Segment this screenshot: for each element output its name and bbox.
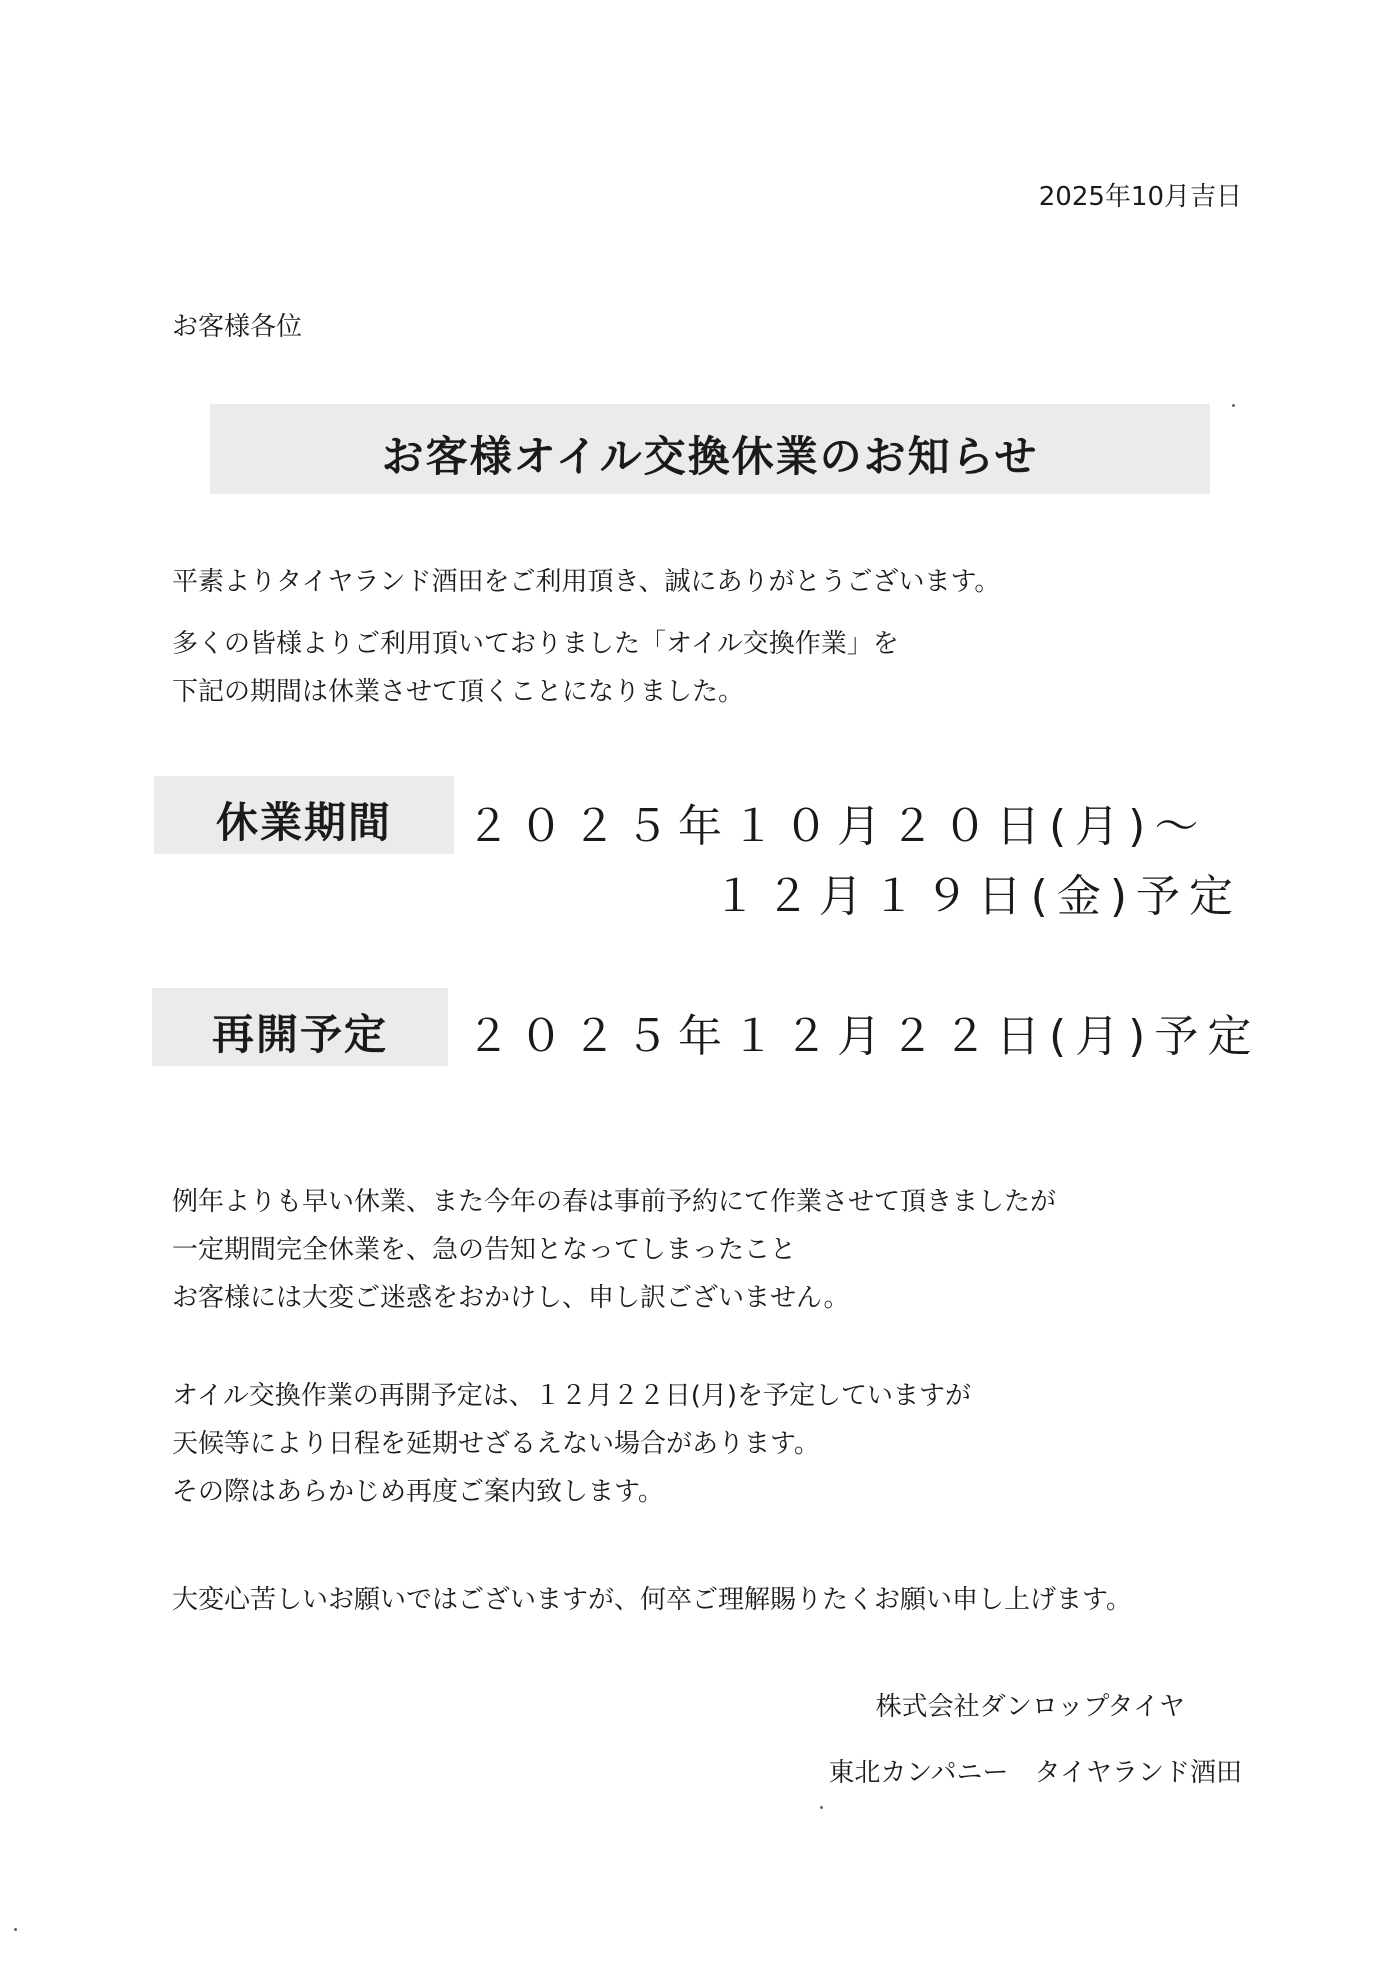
scan-speck xyxy=(14,1928,17,1931)
intro-line-2: 多くの皆様よりご利用頂いておりました「オイル交換作業」を xyxy=(172,629,899,659)
issue-date: 2025年10月吉日 xyxy=(1038,182,1242,212)
closure-period-end: １２月１９日(金)予定 xyxy=(712,871,1242,922)
resume-info-paragraph xyxy=(172,1372,971,1516)
salutation: お客様各位 xyxy=(172,312,303,342)
scan-speck xyxy=(1232,404,1235,407)
closing-line: 大変心苦しいお願いではございますが、何卒ご理解賜りたくお願い申し上げます。 xyxy=(172,1585,1132,1615)
scan-speck xyxy=(820,1806,823,1809)
page-title: お客様オイル交換休業のお知らせ xyxy=(381,432,1039,481)
signature-branch: 東北カンパニー タイヤランド酒田 xyxy=(828,1758,1242,1788)
resume-date: ２０２５年１２月２２日(月)予定 xyxy=(466,1011,1261,1062)
apology-line-1: 例年よりも早い休業、また今年の春は事前予約にて作業させて頂きましたが xyxy=(172,1187,1057,1217)
intro-paragraph xyxy=(172,620,899,716)
resume-info-line-2: 天候等により日程を延期せざるえない場合があります。 xyxy=(172,1429,820,1459)
intro-line-1: 平素よりタイヤランド酒田をご利用頂き、誠にありがとうございます。 xyxy=(172,567,1001,597)
apology-line-3: お客様には大変ご迷惑をおかけし、申し訳ございません。 xyxy=(172,1283,850,1313)
apology-paragraph xyxy=(172,1178,1056,1322)
signature-company: 株式会社ダンロップタイヤ xyxy=(875,1692,1185,1722)
resume-info-line-3: その際はあらかじめ再度ご案内致します。 xyxy=(172,1477,664,1507)
resume-label-box xyxy=(152,988,448,1066)
closure-period-label-box xyxy=(154,776,454,854)
resume-label: 再開予定 xyxy=(211,1010,388,1059)
closure-period-label: 休業期間 xyxy=(215,798,392,847)
closing-paragraph xyxy=(172,1576,1132,1624)
resume-info-line-1: オイル交換作業の再開予定は、１２月２２日(月)を予定していますが xyxy=(172,1381,971,1411)
closure-period-start: ２０２５年１０月２０日(月)～ xyxy=(466,801,1208,852)
title-banner xyxy=(210,404,1210,494)
apology-line-2: 一定期間完全休業を、急の告知となってしまったこと xyxy=(172,1235,797,1265)
intro-line-3: 下記の期間は休業させて頂くことになりました。 xyxy=(172,677,745,707)
